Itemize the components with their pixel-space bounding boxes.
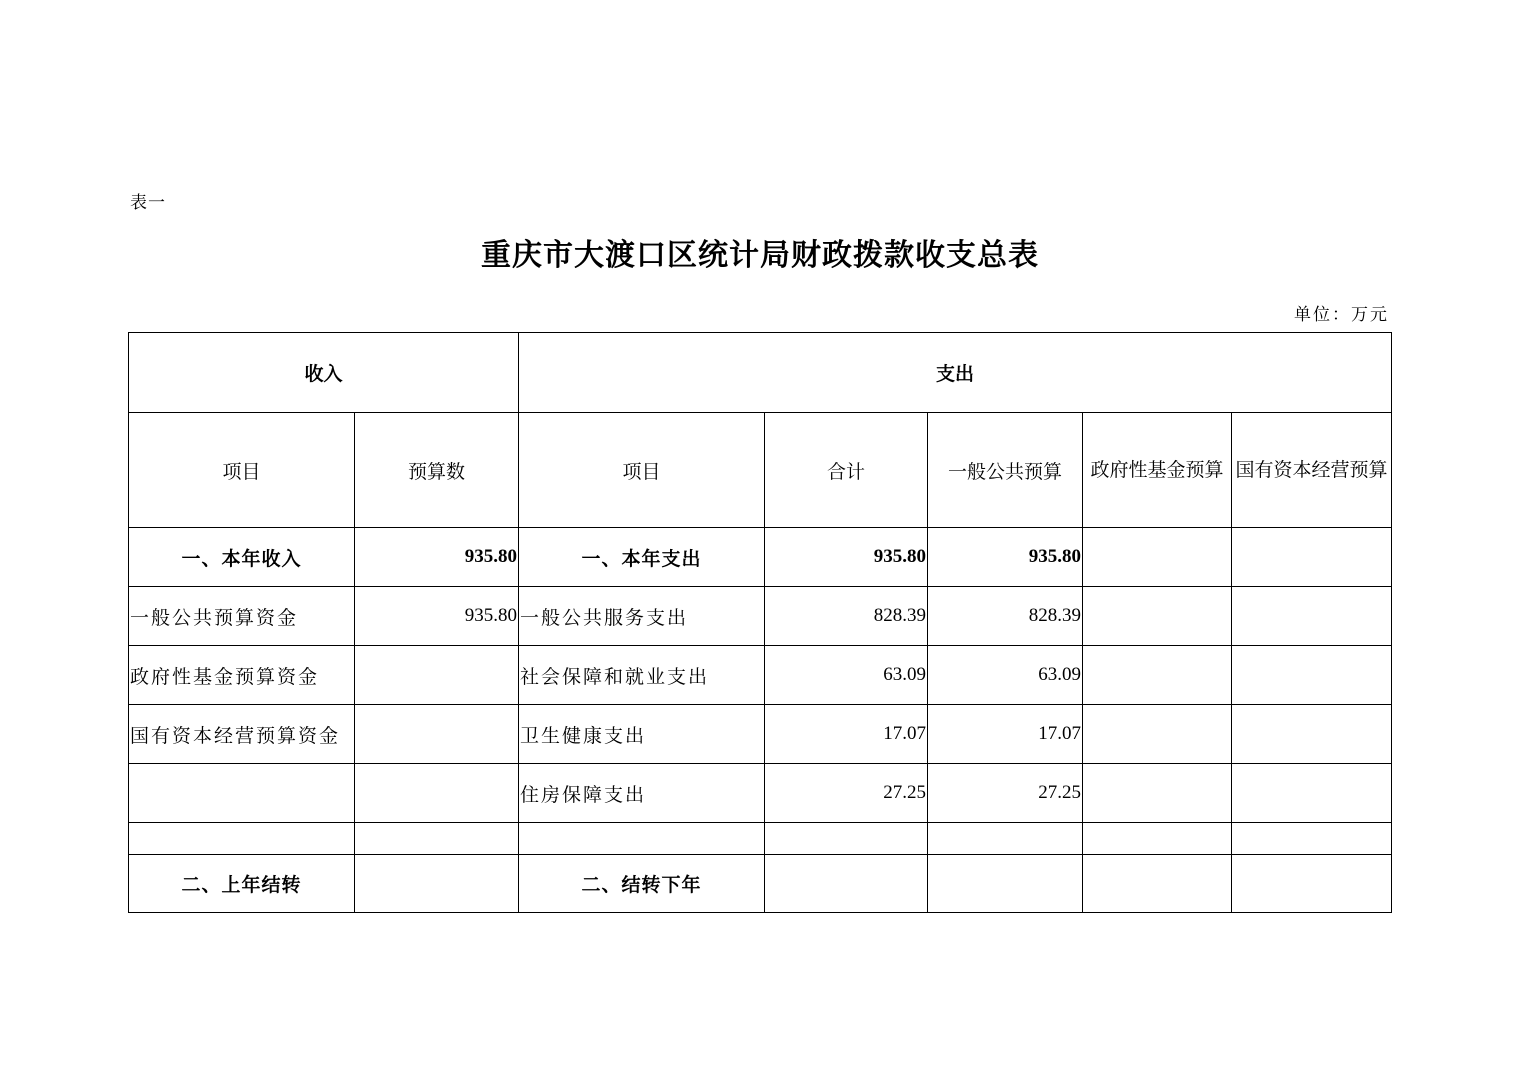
table-row [129, 587, 1392, 646]
state-capital-cell [1232, 587, 1392, 646]
income-item-cell [129, 823, 355, 855]
gov-fund-cell [1083, 705, 1232, 764]
income-item-cell: 一般公共预算资金 [129, 587, 355, 646]
gov-fund-cell [1083, 646, 1232, 705]
state-capital-cell [1232, 823, 1392, 855]
general-budget-cell: 27.25 [928, 764, 1083, 823]
income-budget-cell [355, 823, 519, 855]
income-item-cell: 国有资本经营预算资金 [129, 705, 355, 764]
unit-label: 单位：万元 [1294, 305, 1389, 325]
exp-item-cell: 社会保障和就业支出 [519, 646, 765, 705]
document-title: 重庆市大渡口区统计局财政拨款收支总表 [481, 238, 1039, 273]
income-budget-header: 预算数 [355, 413, 519, 528]
total-cell: 63.09 [765, 646, 928, 705]
income-item-cell: 政府性基金预算资金 [129, 646, 355, 705]
total-cell [765, 823, 928, 855]
income-budget-cell: 935.80 [355, 587, 519, 646]
table-row [129, 705, 1392, 764]
exp-item-cell: 卫生健康支出 [519, 705, 765, 764]
total-cell [765, 855, 928, 913]
general-budget-cell [928, 855, 1083, 913]
exp-item-header: 项目 [519, 413, 765, 528]
general-budget-cell: 17.07 [928, 705, 1083, 764]
total-cell: 17.07 [765, 705, 928, 764]
general-budget-cell [928, 823, 1083, 855]
table-row [129, 528, 1392, 587]
general-budget-cell: 828.39 [928, 587, 1083, 646]
gov-fund-cell [1083, 764, 1232, 823]
exp-item-cell: 二、结转下年 [519, 855, 765, 913]
income-item-header: 项目 [129, 413, 355, 528]
gov-fund-cell [1083, 528, 1232, 587]
state-capital-cell [1232, 764, 1392, 823]
total-header: 合计 [765, 413, 928, 528]
total-cell: 27.25 [765, 764, 928, 823]
income-budget-cell [355, 764, 519, 823]
income-item-cell: 二、上年结转 [129, 855, 355, 913]
header-row-columns [129, 413, 1392, 528]
state-capital-cell [1232, 646, 1392, 705]
gov-fund-cell [1083, 823, 1232, 855]
table-row [129, 855, 1392, 913]
total-cell: 935.80 [765, 528, 928, 587]
income-item-cell: 一、本年收入 [129, 528, 355, 587]
state-capital-cell [1232, 855, 1392, 913]
total-cell: 828.39 [765, 587, 928, 646]
income-budget-cell [355, 855, 519, 913]
income-budget-cell [355, 646, 519, 705]
exp-item-cell [519, 823, 765, 855]
general-budget-cell: 935.80 [928, 528, 1083, 587]
table-row [129, 646, 1392, 705]
general-budget-cell: 63.09 [928, 646, 1083, 705]
header-row-top [129, 333, 1392, 413]
income-budget-cell: 935.80 [355, 528, 519, 587]
budget-table [128, 332, 1392, 913]
exp-item-cell: 住房保障支出 [519, 764, 765, 823]
table-label: 表一 [130, 193, 166, 213]
table-row [129, 764, 1392, 823]
gov-fund-cell [1083, 587, 1232, 646]
state-capital-cell [1232, 528, 1392, 587]
exp-item-cell: 一、本年支出 [519, 528, 765, 587]
expenditure-header: 支出 [519, 333, 1392, 413]
state-capital-budget-header: 国有资本经营预算 [1232, 413, 1392, 528]
exp-item-cell: 一般公共服务支出 [519, 587, 765, 646]
income-budget-cell [355, 705, 519, 764]
state-capital-cell [1232, 705, 1392, 764]
general-budget-header: 一般公共预算 [928, 413, 1083, 528]
gov-fund-budget-header: 政府性基金预算 [1083, 413, 1232, 528]
income-item-cell [129, 764, 355, 823]
gov-fund-cell [1083, 855, 1232, 913]
income-header: 收入 [129, 333, 519, 413]
table-row-empty [129, 823, 1392, 855]
